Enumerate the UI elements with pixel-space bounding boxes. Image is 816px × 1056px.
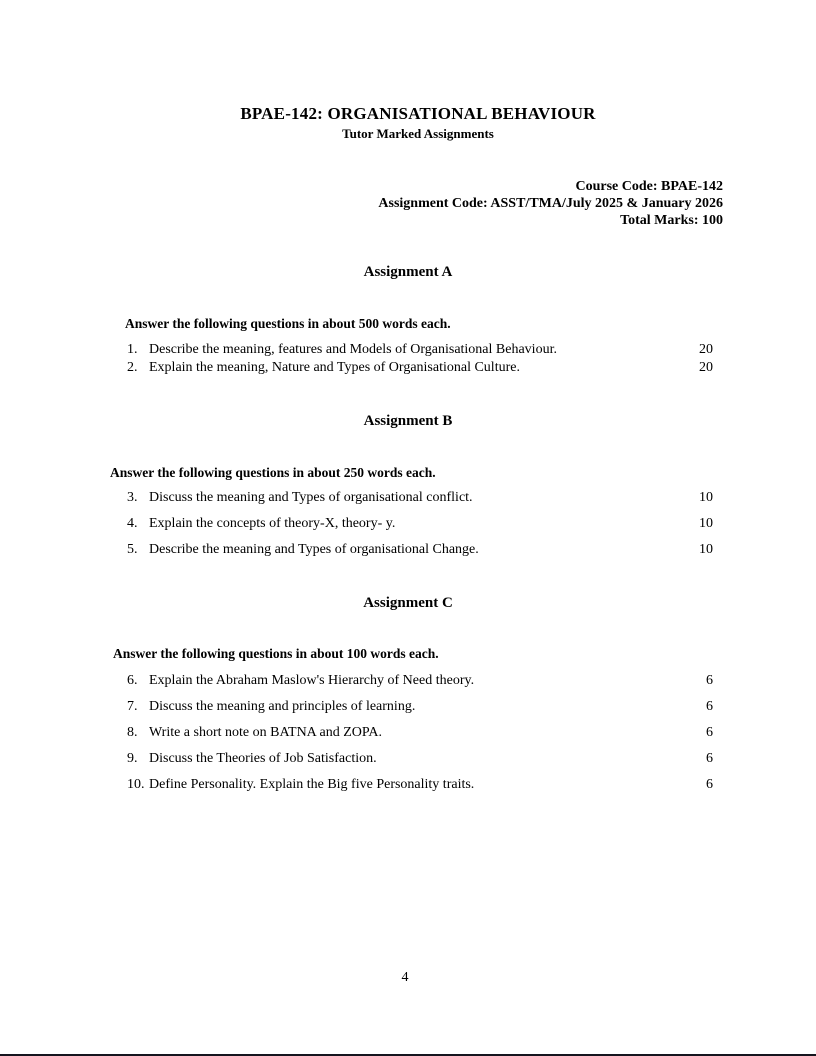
question-marks: 20 <box>699 360 713 375</box>
question-row <box>0 489 816 506</box>
question-marks: 6 <box>706 725 713 740</box>
question-text: Discuss the Theories of Job Satisfaction. <box>149 751 377 766</box>
question-text: Discuss the meaning and Types of organisational conflict. <box>149 490 473 505</box>
question-number: 9. <box>127 751 138 766</box>
question-row <box>0 724 816 741</box>
question-text: Write a short note on BATNA and ZOPA. <box>149 725 383 740</box>
question-row <box>0 750 816 767</box>
question-number: 7. <box>127 699 138 714</box>
question-row <box>0 541 816 558</box>
question-marks: 10 <box>699 516 713 531</box>
document-subtitle: Tutor Marked Assignments <box>342 126 494 141</box>
question-number: 3. <box>127 490 138 505</box>
question-marks: 6 <box>706 777 713 792</box>
question-text: Explain the Abraham Maslow's Hierarchy of Need theory. <box>149 673 475 688</box>
question-number: 2. <box>127 360 138 375</box>
question-row <box>0 341 816 358</box>
question-marks: 20 <box>699 342 713 357</box>
section-instruction-assignment-a: Answer the following questions in about 500 words each. <box>125 316 451 331</box>
question-number: 4. <box>127 516 138 531</box>
question-number: 6. <box>127 673 138 688</box>
question-text: Explain the concepts of theory-X, theory- y. <box>149 516 396 531</box>
section-instruction-assignment-b: Answer the following questions in about 250 words each. <box>110 465 436 480</box>
section-heading-assignment-a: Assignment A <box>363 264 453 280</box>
question-list-assignment-a <box>0 341 816 377</box>
question-marks: 6 <box>706 673 713 688</box>
question-number: 8. <box>127 725 138 740</box>
question-row <box>0 698 816 715</box>
question-list-assignment-b <box>0 489 816 567</box>
question-marks: 10 <box>699 542 713 557</box>
question-number: 1. <box>127 342 138 357</box>
question-row <box>0 515 816 532</box>
question-number: 10. <box>127 777 145 792</box>
question-list-assignment-c <box>0 672 816 802</box>
question-text: Describe the meaning and Types of organisational Change. <box>149 542 479 557</box>
course-code-line: Course Code: BPAE-142 <box>575 179 723 194</box>
question-text: Define Personality. Explain the Big five Personality traits. <box>149 777 475 792</box>
question-text: Explain the meaning, Nature and Types of Organisational Culture. <box>149 360 520 375</box>
question-row <box>0 776 816 793</box>
question-number: 5. <box>127 542 138 557</box>
question-marks: 6 <box>706 751 713 766</box>
assignment-code-line: Assignment Code: ASST/TMA/July 2025 & January 2026 <box>378 196 723 211</box>
page-number: 4 <box>401 970 409 985</box>
section-heading-assignment-c: Assignment C <box>363 595 453 611</box>
title-block <box>110 103 726 142</box>
section-instruction-assignment-c: Answer the following questions in about 100 words each. <box>113 646 439 661</box>
question-marks: 10 <box>699 490 713 505</box>
assignment-meta-block <box>378 178 723 229</box>
question-row <box>0 359 816 376</box>
question-row <box>0 672 816 689</box>
question-marks: 6 <box>706 699 713 714</box>
total-marks-line: Total Marks: 100 <box>620 213 723 228</box>
question-text: Discuss the meaning and principles of learning. <box>149 699 416 714</box>
question-text: Describe the meaning, features and Models of Organisational Behaviour. <box>149 342 557 357</box>
document-title: BPAE-142: ORGANISATIONAL BEHAVIOUR <box>240 104 596 123</box>
section-heading-assignment-b: Assignment B <box>363 413 453 429</box>
